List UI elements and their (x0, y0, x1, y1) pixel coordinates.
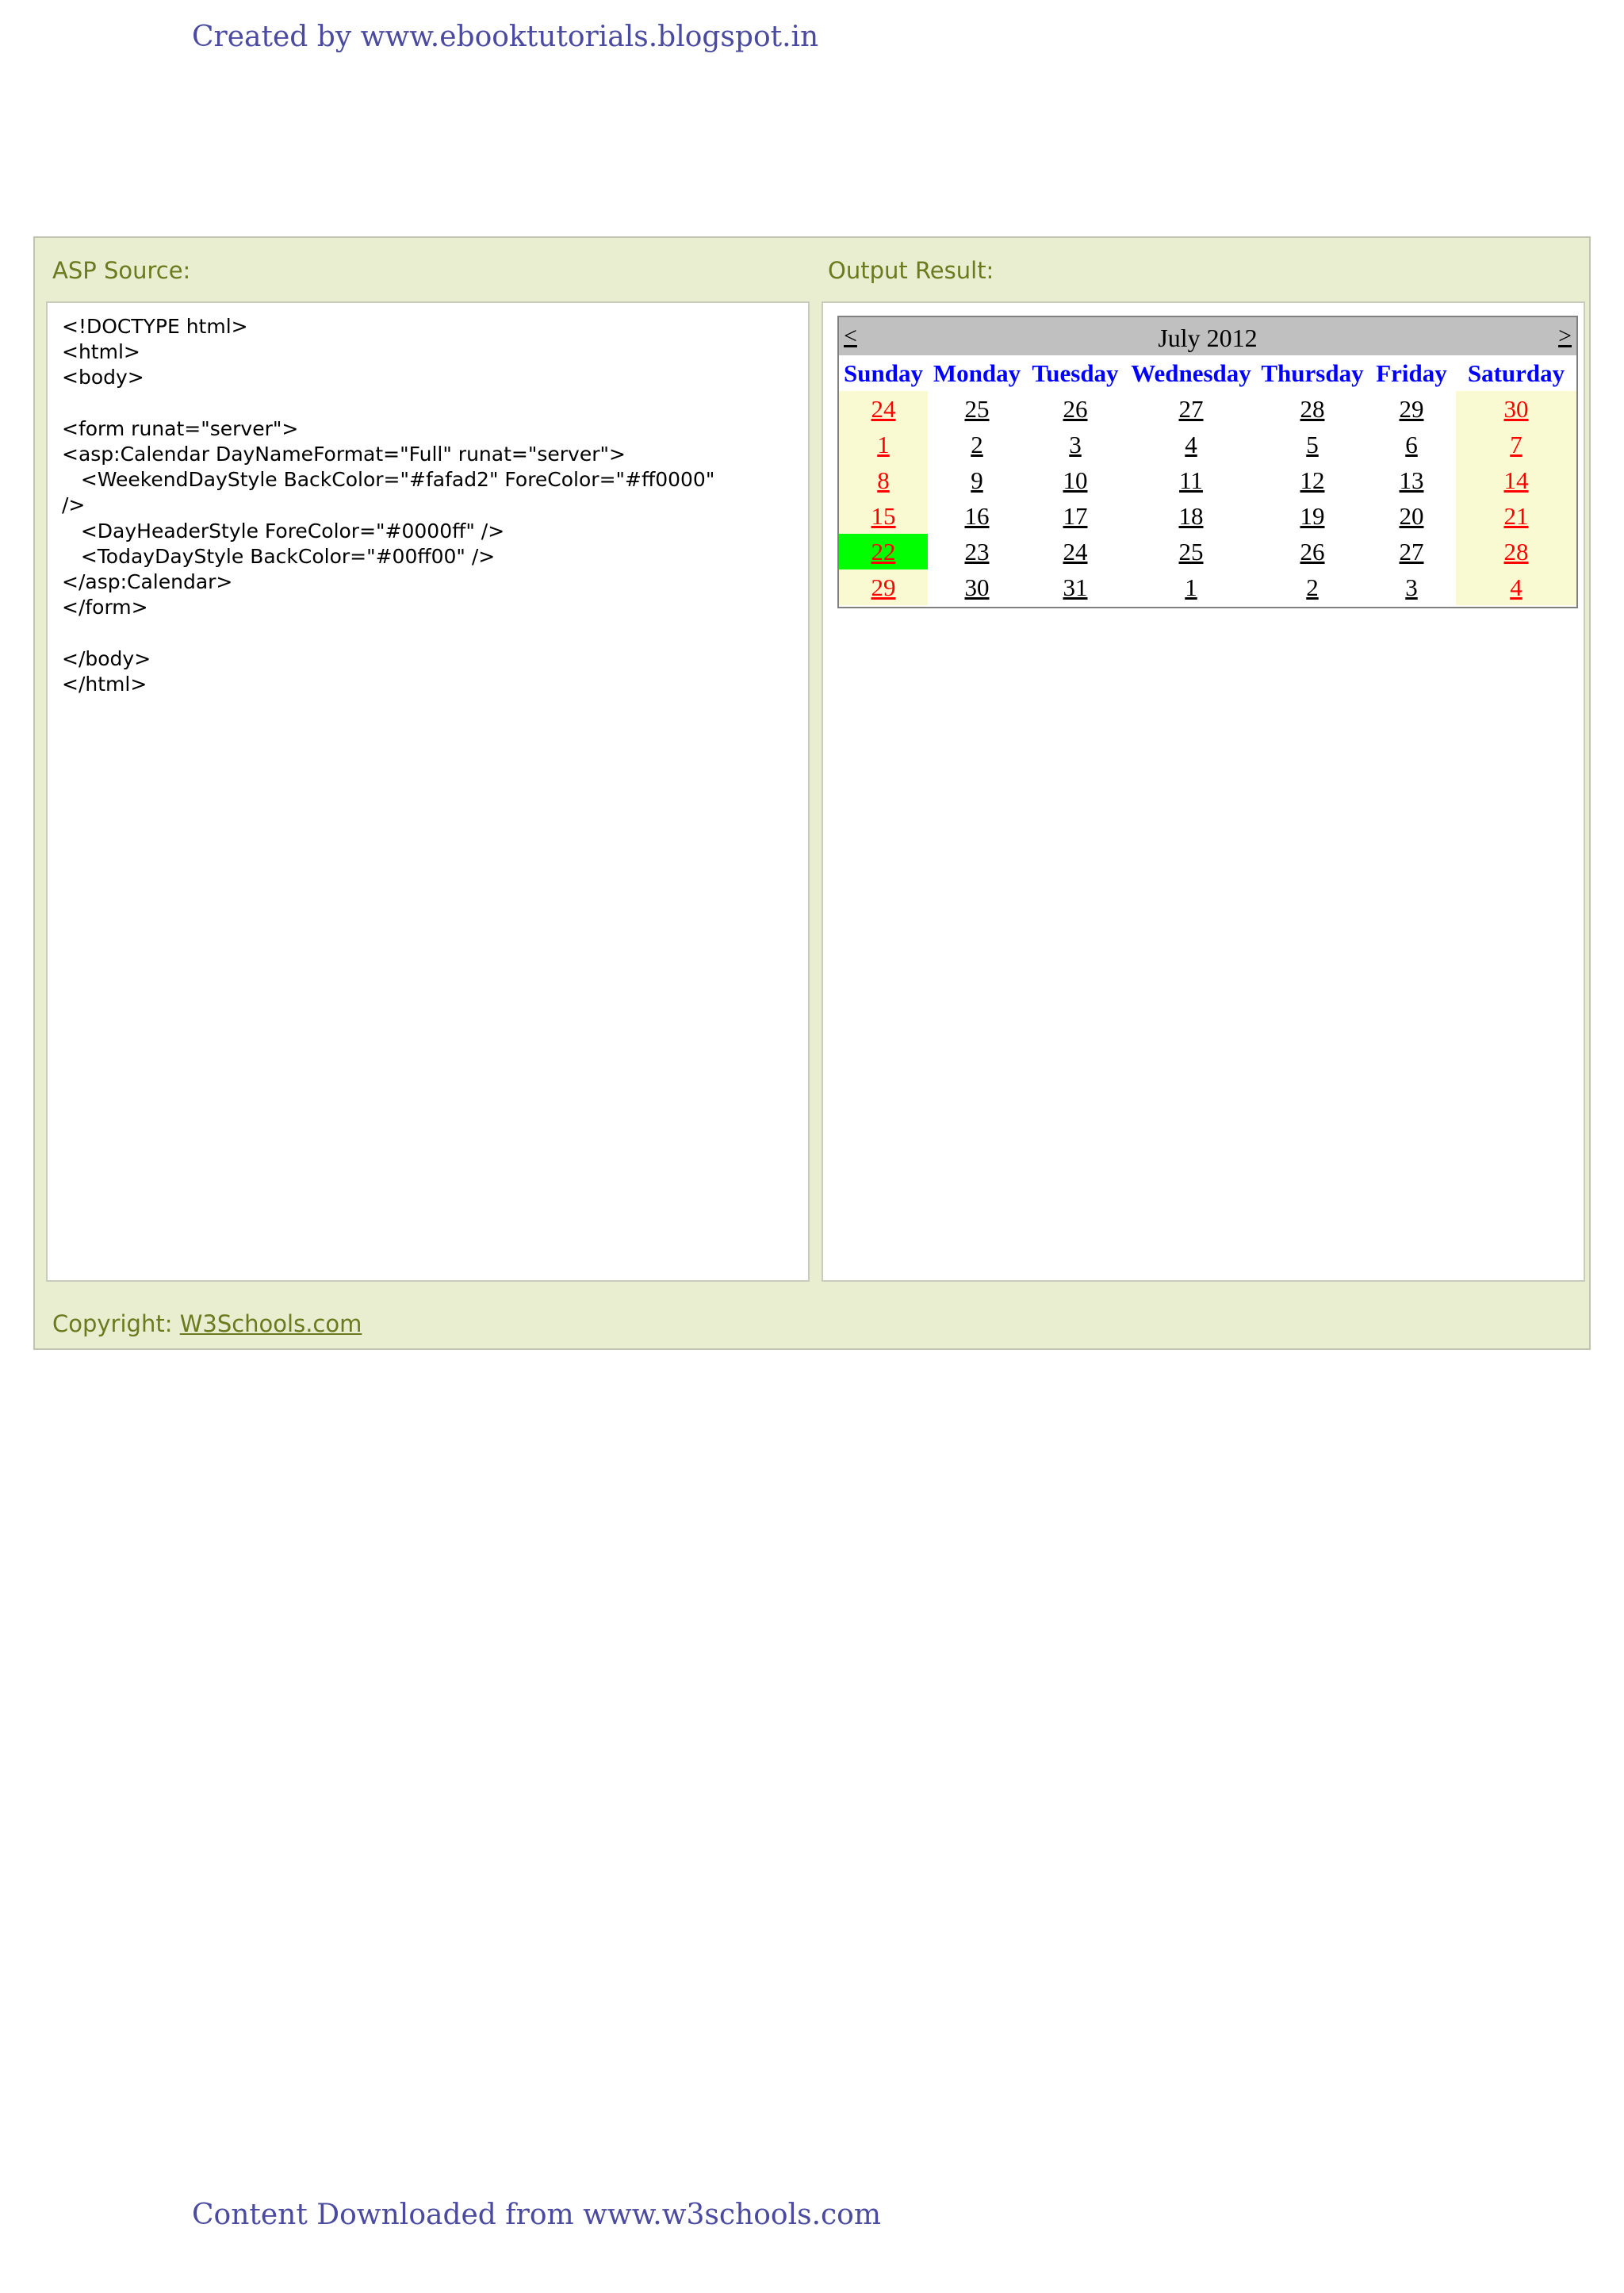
calendar-day-link[interactable]: 24 (1063, 537, 1088, 566)
calendar-week-row (839, 462, 1576, 498)
calendar-day-link[interactable]: 25 (964, 394, 990, 423)
day-header-row (839, 355, 1576, 391)
calendar-day-link[interactable]: 16 (964, 501, 990, 530)
calendar-day-cell[interactable] (1124, 391, 1258, 427)
calendar-day-link[interactable]: 4 (1510, 573, 1522, 601)
calendar-week-row (839, 427, 1576, 462)
calendar-day-link[interactable]: 27 (1399, 537, 1424, 566)
calendar-day-cell[interactable] (1367, 391, 1456, 427)
calendar-day-link[interactable]: 10 (1063, 466, 1088, 494)
day-header-saturday: Saturday (1467, 359, 1565, 387)
calendar-day-cell[interactable] (839, 391, 928, 427)
calendar-day-link[interactable]: 2 (1306, 573, 1319, 601)
calendar-day-link[interactable]: 23 (964, 537, 990, 566)
calendar-day-cell[interactable] (928, 427, 1026, 462)
calendar-day-cell[interactable] (1124, 498, 1258, 534)
calendar-week-row (839, 391, 1576, 427)
calendar-day-link[interactable]: 26 (1063, 394, 1088, 423)
calendar-day-link[interactable]: 12 (1300, 466, 1325, 494)
calendar-day-link[interactable]: 27 (1178, 394, 1204, 423)
calendar-day-cell[interactable] (1258, 427, 1367, 462)
calendar-day-cell[interactable] (1124, 569, 1258, 605)
calendar-day-link[interactable]: 22 (871, 537, 896, 566)
calendar-day-link[interactable]: 6 (1405, 430, 1418, 458)
calendar-week-row (839, 498, 1576, 534)
next-month-link[interactable]: > (1558, 323, 1572, 349)
calendar-day-cell[interactable] (1258, 462, 1367, 498)
header-banner: Created by www.ebooktutorials.blogspot.in (192, 21, 819, 53)
calendar-week-row (839, 569, 1576, 605)
calendar-day-cell[interactable] (839, 534, 928, 569)
calendar-day-cell[interactable] (1026, 534, 1124, 569)
day-header-sunday: Sunday (844, 359, 923, 387)
calendar-day-cell[interactable] (1124, 427, 1258, 462)
copyright-label: Copyright: (52, 1310, 173, 1337)
day-header-monday: Monday (933, 359, 1021, 387)
calendar-day-link[interactable]: 8 (877, 466, 890, 494)
calendar-title-bar (839, 317, 1576, 355)
calendar-day-cell[interactable] (1456, 569, 1576, 605)
copyright (52, 1310, 362, 1337)
calendar-day-link[interactable]: 15 (871, 501, 896, 530)
calendar-day-link[interactable]: 28 (1300, 394, 1325, 423)
calendar-day-cell[interactable] (1367, 569, 1456, 605)
calendar-day-cell[interactable] (1124, 462, 1258, 498)
footer-banner: Content Downloaded from www.w3schools.com (192, 2199, 881, 2231)
calendar-day-cell[interactable] (839, 427, 928, 462)
output-panel-label: Output Result: (828, 257, 994, 284)
calendar-day-link[interactable]: 18 (1178, 501, 1204, 530)
source-code: <!DOCTYPE html> <html> <body> <form runat="server"> <asp:Calendar DayNameFormat="Full" runat="server"> <WeekendDayStyle BackColor="#fafad2" ForeColor="#ff0000" /> <DayHeaderStyle ForeColor="#0000ff" /> <TodayDayStyle BackColor="#00ff00" /> </asp:Calendar> </form> </body> </html> (62, 315, 715, 696)
calendar-day-link[interactable]: 19 (1300, 501, 1325, 530)
calendar-day-link[interactable]: 29 (1399, 394, 1424, 423)
calendar-day-cell[interactable] (1124, 534, 1258, 569)
calendar-day-cell[interactable] (1026, 569, 1124, 605)
calendar-day-cell[interactable] (928, 391, 1026, 427)
calendar-grid (839, 355, 1576, 605)
day-header-wednesday: Wednesday (1131, 359, 1251, 387)
calendar-day-link[interactable]: 7 (1510, 430, 1522, 458)
calendar-week-row (839, 534, 1576, 569)
calendar-day-cell[interactable] (928, 462, 1026, 498)
day-header-tuesday: Tuesday (1032, 359, 1119, 387)
calendar-day-link[interactable]: 25 (1178, 537, 1204, 566)
calendar-day-link[interactable]: 1 (877, 430, 890, 458)
calendar-day-link[interactable]: 4 (1185, 430, 1197, 458)
example-frame (33, 236, 1591, 1350)
calendar-day-cell[interactable] (839, 498, 928, 534)
calendar-day-link[interactable]: 24 (871, 394, 896, 423)
calendar-day-link[interactable]: 2 (971, 430, 983, 458)
calendar-day-link[interactable]: 17 (1063, 501, 1088, 530)
calendar-day-cell[interactable] (1258, 534, 1367, 569)
calendar-month-title: July 2012 (1158, 324, 1258, 352)
source-panel-label: ASP Source: (52, 257, 191, 284)
calendar-day-cell[interactable] (1456, 427, 1576, 462)
calendar-day-cell[interactable] (1026, 498, 1124, 534)
calendar-day-cell[interactable] (1258, 391, 1367, 427)
calendar-day-cell[interactable] (1258, 498, 1367, 534)
output-result-panel (822, 301, 1585, 1282)
calendar-day-link[interactable]: 28 (1503, 537, 1529, 566)
calendar (837, 316, 1578, 608)
calendar-day-link[interactable]: 3 (1069, 430, 1082, 458)
day-header-friday: Friday (1376, 359, 1447, 387)
calendar-day-cell[interactable] (1456, 534, 1576, 569)
calendar-day-link[interactable]: 30 (964, 573, 990, 601)
calendar-day-link[interactable]: 21 (1503, 501, 1529, 530)
calendar-day-link[interactable]: 3 (1405, 573, 1418, 601)
calendar-day-cell[interactable] (1456, 391, 1576, 427)
prev-month-link[interactable]: < (844, 323, 857, 349)
calendar-day-link[interactable]: 26 (1300, 537, 1325, 566)
calendar-day-cell[interactable] (928, 498, 1026, 534)
calendar-day-cell[interactable] (1367, 427, 1456, 462)
calendar-day-cell[interactable] (1026, 427, 1124, 462)
calendar-day-link[interactable]: 14 (1503, 466, 1529, 494)
calendar-day-cell[interactable] (1026, 462, 1124, 498)
w3schools-link[interactable]: W3Schools.com (179, 1310, 362, 1337)
calendar-day-cell[interactable] (1026, 391, 1124, 427)
calendar-day-link[interactable]: 1 (1185, 573, 1197, 601)
source-code-panel[interactable] (46, 301, 810, 1282)
day-header-thursday: Thursday (1261, 359, 1364, 387)
calendar-day-cell[interactable] (1367, 534, 1456, 569)
calendar-day-cell[interactable] (1367, 462, 1456, 498)
calendar-day-cell[interactable] (839, 569, 928, 605)
calendar-day-cell[interactable] (1456, 498, 1576, 534)
calendar-day-link[interactable]: 20 (1399, 501, 1424, 530)
calendar-day-cell[interactable] (928, 534, 1026, 569)
calendar-day-link[interactable]: 13 (1399, 466, 1424, 494)
calendar-day-link[interactable]: 29 (871, 573, 896, 601)
calendar-day-link[interactable]: 11 (1179, 466, 1203, 494)
calendar-day-cell[interactable] (1367, 498, 1456, 534)
calendar-day-link[interactable]: 30 (1503, 394, 1529, 423)
calendar-day-link[interactable]: 31 (1063, 573, 1088, 601)
calendar-day-cell[interactable] (928, 569, 1026, 605)
calendar-day-link[interactable]: 5 (1306, 430, 1319, 458)
calendar-day-cell[interactable] (1456, 462, 1576, 498)
calendar-day-cell[interactable] (1258, 569, 1367, 605)
calendar-day-link[interactable]: 9 (971, 466, 983, 494)
calendar-day-cell[interactable] (839, 462, 928, 498)
